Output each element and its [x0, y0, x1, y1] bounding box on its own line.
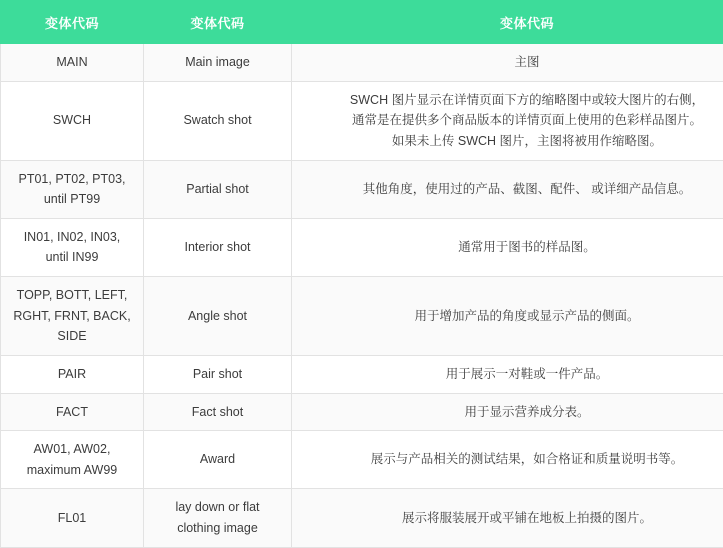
cell-variant-name: Swatch shot — [144, 81, 292, 160]
description-line: 展示与产品相关的测试结果，如合格证和质量说明书等。 — [302, 449, 723, 470]
cell-variant-code: PAIR — [1, 355, 144, 393]
description-line: 用于展示一对鞋或一件产品。 — [302, 364, 723, 385]
cell-variant-name: Award — [144, 431, 292, 489]
cell-variant-code: IN01, IN02, IN03, until IN99 — [1, 218, 144, 276]
description-line: 用于增加产品的角度或显示产品的侧面。 — [302, 306, 723, 327]
cell-variant-description — [292, 277, 723, 356]
cell-variant-code: MAIN — [1, 44, 144, 82]
table-row — [1, 277, 723, 356]
cell-variant-description — [292, 218, 723, 276]
table-row — [1, 489, 723, 547]
description-line: 通常用于图书的样品图。 — [302, 237, 723, 258]
cell-variant-code: SWCH — [1, 81, 144, 160]
table-row — [1, 160, 723, 218]
table-header-row — [1, 1, 723, 44]
description-line: 通常是在提供多个商品版本的详情页面上使用的色彩样品图片。 — [302, 110, 723, 131]
cell-variant-name: Interior shot — [144, 218, 292, 276]
description-line: SWCH 图片显示在详情页面下方的缩略图中或较大图片的右侧， — [302, 90, 723, 111]
cell-variant-code: TOPP, BOTT, LEFT, RGHT, FRNT, BACK, SIDE — [1, 277, 144, 356]
cell-variant-name: lay down or flat clothing image — [144, 489, 292, 547]
table-row — [1, 218, 723, 276]
column-header-code: 变体代码 — [1, 1, 144, 44]
cell-variant-code: AW01, AW02, maximum AW99 — [1, 431, 144, 489]
description-line: 用于显示营养成分表。 — [302, 402, 723, 423]
cell-variant-description — [292, 355, 723, 393]
table-row — [1, 431, 723, 489]
table-row — [1, 81, 723, 160]
column-header-name: 变体代码 — [144, 1, 292, 44]
description-line: 展示将服装展开或平铺在地板上拍摄的图片。 — [302, 508, 723, 529]
cell-variant-description — [292, 81, 723, 160]
table-row — [1, 355, 723, 393]
table-header — [1, 1, 723, 44]
table-row — [1, 393, 723, 431]
table-row — [1, 44, 723, 82]
cell-variant-description — [292, 431, 723, 489]
cell-variant-name: Main image — [144, 44, 292, 82]
description-line: 其他角度，使用过的产品、截图、配件、 或详细产品信息。 — [302, 179, 723, 200]
cell-variant-description — [292, 393, 723, 431]
description-line: 主图 — [302, 52, 723, 73]
cell-variant-name: Angle shot — [144, 277, 292, 356]
cell-variant-code: FACT — [1, 393, 144, 431]
cell-variant-description — [292, 489, 723, 547]
cell-variant-description — [292, 44, 723, 82]
table-body — [1, 44, 723, 548]
column-header-description: 变体代码 — [292, 1, 723, 44]
cell-variant-name: Partial shot — [144, 160, 292, 218]
cell-variant-code: FL01 — [1, 489, 144, 547]
cell-variant-description — [292, 160, 723, 218]
description-line: 如果未上传 SWCH 图片，主图将被用作缩略图。 — [302, 131, 723, 152]
cell-variant-name: Fact shot — [144, 393, 292, 431]
cell-variant-code: PT01, PT02, PT03, until PT99 — [1, 160, 144, 218]
cell-variant-name: Pair shot — [144, 355, 292, 393]
